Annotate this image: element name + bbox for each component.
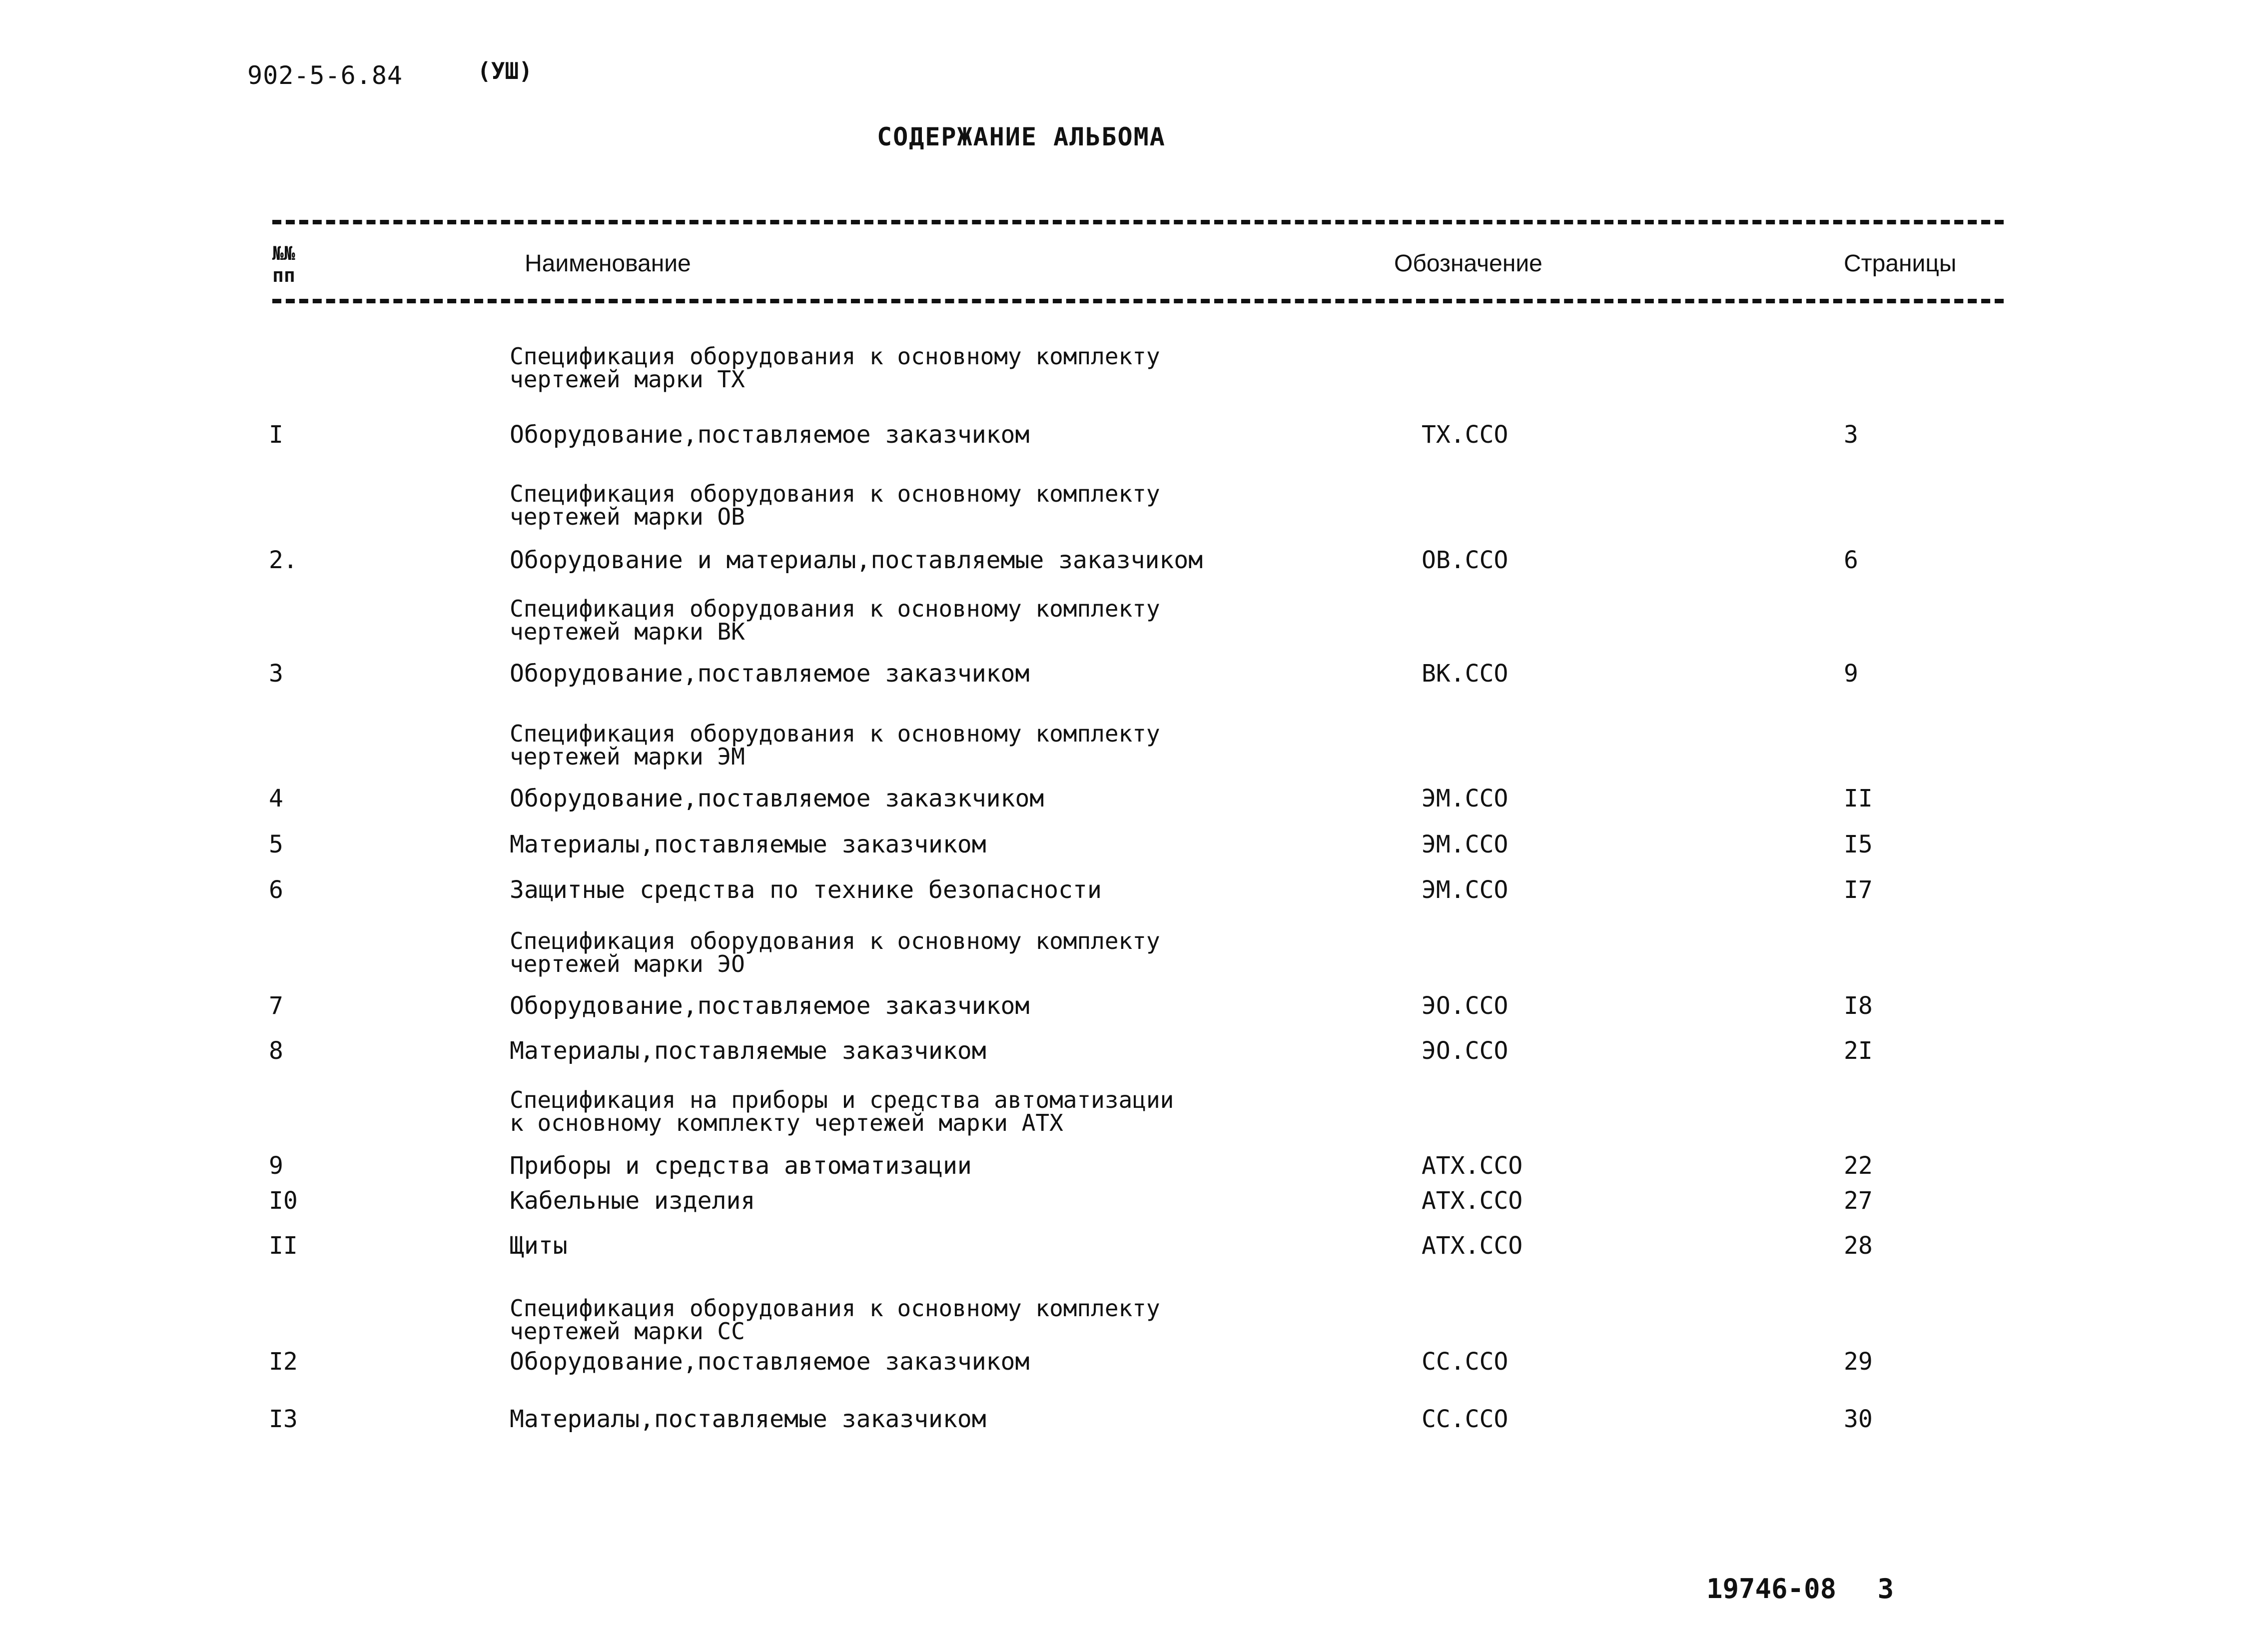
row-designation: АТХ.ССО	[1422, 1152, 1523, 1180]
volume-number: (УШ)	[477, 57, 533, 84]
row-designation: ЭО.ССО	[1422, 1037, 1508, 1065]
row-name: Материалы,поставляемые заказчиком	[510, 1037, 986, 1065]
row-designation: ЭМ.ССО	[1422, 785, 1508, 813]
row-page: 9	[1844, 660, 1858, 688]
document-code: 902-5-6.84	[247, 61, 403, 90]
row-name: Оборудование,поставляемое заказкчиком	[510, 785, 1044, 813]
column-header-number: №№ пп	[272, 242, 295, 286]
row-number: II	[269, 1232, 298, 1260]
row-designation: ЭМ.ССО	[1422, 876, 1508, 904]
row-number: 7	[269, 992, 283, 1020]
row-page: I5	[1844, 830, 1873, 858]
section-heading: Спецификация оборудования к основному комплекту чертежей марки СС	[510, 1295, 1160, 1345]
section-heading: Спецификация оборудования к основному комплекту чертежей марки ТХ	[510, 343, 1160, 393]
row-name: Кабельные изделия	[510, 1187, 755, 1215]
column-header-designation: Обозначение	[1394, 250, 1542, 277]
row-number: 5	[269, 830, 283, 858]
row-designation: ОВ.ССО	[1422, 546, 1508, 574]
row-name: Оборудование,поставляемое заказчиком	[510, 421, 1030, 449]
row-page: I8	[1844, 992, 1873, 1020]
row-designation: СС.ССО	[1422, 1348, 1508, 1376]
row-number: I0	[269, 1187, 298, 1215]
row-designation: АТХ.ССО	[1422, 1232, 1523, 1260]
row-page: 27	[1844, 1187, 1873, 1215]
row-number: 6	[269, 876, 283, 904]
row-page: 3	[1844, 421, 1858, 449]
row-designation: ЭМ.ССО	[1422, 830, 1508, 858]
row-designation: ТХ.ССО	[1422, 421, 1508, 449]
column-header-pages: Страницы	[1844, 250, 1957, 277]
row-name: Защитные средства по технике безопасности	[510, 876, 1102, 904]
row-number: I3	[269, 1405, 298, 1433]
section-heading: Спецификация оборудования к основному комплекту чертежей марки ВК	[510, 595, 1160, 645]
row-page: 28	[1844, 1232, 1873, 1260]
row-name: Материалы,поставляемые заказчиком	[510, 830, 986, 858]
row-page: 29	[1844, 1348, 1873, 1376]
section-heading: Спецификация оборудования к основному комплекту чертежей марки ОВ	[510, 480, 1160, 530]
row-name: Оборудование,поставляемое заказчиком	[510, 660, 1030, 688]
row-page: II	[1844, 785, 1873, 813]
column-header-name: Наименование	[525, 250, 691, 277]
row-designation: ВК.ССО	[1422, 660, 1508, 688]
row-designation: АТХ.ССО	[1422, 1187, 1523, 1215]
row-name: Оборудование,поставляемое заказчиком	[510, 1348, 1030, 1376]
row-name: Приборы и средства автоматизации	[510, 1152, 972, 1180]
row-number: 2.	[269, 546, 298, 574]
row-number: 4	[269, 785, 283, 813]
row-name: Оборудование,поставляемое заказчиком	[510, 992, 1030, 1020]
row-number: I2	[269, 1348, 298, 1376]
row-name: Оборудование и материалы,поставляемые заказчиком	[510, 546, 1203, 574]
section-heading: Спецификация оборудования к основному комплекту чертежей марки ЭМ	[510, 720, 1160, 770]
row-number: 9	[269, 1152, 283, 1180]
row-number: I	[269, 421, 283, 449]
row-page: 2I	[1844, 1037, 1873, 1065]
row-number: 8	[269, 1037, 283, 1065]
row-number: 3	[269, 660, 283, 688]
row-page: 22	[1844, 1152, 1873, 1180]
row-page: 30	[1844, 1405, 1873, 1433]
page-title: СОДЕРЖАНИЕ АЛЬБОМА	[877, 122, 1166, 151]
row-page: I7	[1844, 876, 1873, 904]
page-footer	[1706, 1573, 1894, 1605]
page-number: 3	[1877, 1573, 1894, 1605]
archive-stamp: 19746-08	[1706, 1573, 1837, 1605]
row-designation: ЭО.ССО	[1422, 992, 1508, 1020]
section-heading: Спецификация на приборы и средства автоматизации к основному комплекту чертежей марки АТХ	[510, 1086, 1174, 1136]
row-page: 6	[1844, 546, 1858, 574]
section-heading: Спецификация оборудования к основному комплекту чертежей марки ЭО	[510, 927, 1160, 977]
row-designation: СС.ССО	[1422, 1405, 1508, 1433]
row-name: Щиты	[510, 1232, 568, 1260]
row-name: Материалы,поставляемые заказчиком	[510, 1405, 986, 1433]
